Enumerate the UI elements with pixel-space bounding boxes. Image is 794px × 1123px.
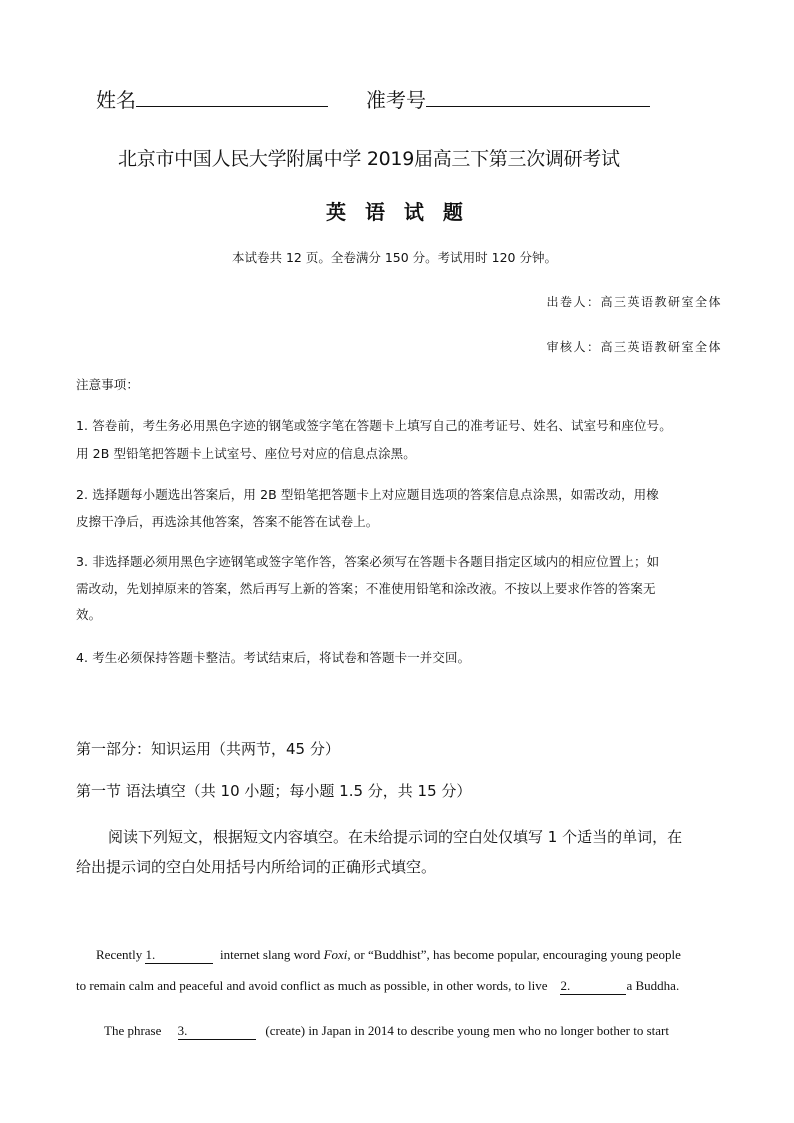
note-2-line-2: 皮擦干净后，再选涂其他答案，答案不能答在试卷上。 (76, 514, 379, 529)
name-label: 姓名 (96, 88, 136, 112)
name-field[interactable] (96, 84, 328, 113)
passage-text: The phrase (104, 1023, 162, 1038)
part1-heading: 第一部分：知识运用（共两节，45 分） (76, 740, 340, 758)
note-3-line-2: 需改动，先划掉原来的答案，然后再写上新的答案；不准使用铅笔和涂改液。不按以上要求作答的答案无 (76, 581, 656, 596)
passage-text: , or “Buddhist”, has become popular, encouraging young people (347, 947, 681, 962)
exam-info: 本试卷共 12 页。全卷满分 150 分。考试用时 120 分钟。 (232, 250, 557, 265)
passage-line-3 (104, 1023, 669, 1040)
passage-line-2 (76, 978, 679, 995)
instruction-line-1: 阅读下列短文，根据短文内容填空。在未给提示词的空白处仅填写 1 个适当的单词，在 (108, 828, 683, 846)
passage-line-1 (96, 947, 681, 964)
note-1-line-2: 用 2B 型铅笔把答题卡上试室号、座位号对应的信息点涂黑。 (76, 446, 416, 461)
section1-heading: 第一节 语法填空（共 10 小题；每小题 1.5 分，共 15 分） (76, 782, 472, 800)
note-2-line-1: 2. 选择题每小题选出答案后，用 2B 型铅笔把答题卡上对应题目选项的答案信息点涂黑，如需改动，用橡 (76, 487, 659, 502)
answer-blank-2[interactable]: 2. (560, 978, 626, 995)
reviewer-line: 审核人：高三英语教研室全体 (546, 340, 722, 354)
passage-term-foxi: Foxi (323, 947, 348, 962)
name-blank[interactable] (136, 86, 328, 107)
note-1-line-1: 1. 答卷前，考生务必用黑色字迹的钢笔或签字笔在答题卡上填写自己的准考证号、姓名、试室号和座位号。 (76, 418, 672, 433)
answer-blank-1[interactable]: 1. (145, 947, 213, 964)
passage-text: Recently (96, 947, 143, 962)
note-4-line-1: 4. 考生必须保持答题卡整洁。考试结束后，将试卷和答题卡一并交回。 (76, 650, 471, 665)
school-title: 北京市中国人民大学附属中学 2019届高三下第三次调研考试 (118, 148, 620, 170)
passage-text: to remain calm and peaceful and avoid conflict as much as possible, in other words, to live (76, 978, 548, 993)
note-3-line-1: 3. 非选择题必须用黑色字迹钢笔或签字笔作答，答案必须写在答题卡各题目指定区域内的相应位置上；如 (76, 554, 660, 569)
note-3-line-3: 效。 (76, 607, 102, 622)
setter-line: 出卷人：高三英语教研室全体 (546, 295, 722, 309)
passage-text: (create) in Japan in 2014 to describe young men who no longer bother to start (265, 1023, 669, 1038)
exam-number-label: 准考号 (366, 88, 426, 112)
exam-number-field[interactable] (366, 84, 650, 113)
passage-text: a Buddha. (626, 978, 680, 993)
exam-number-blank[interactable] (426, 86, 650, 107)
instruction-line-2: 给出提示词的空白处用括号内所给词的正确形式填空。 (76, 858, 437, 876)
subject-title: 英 语 试 题 (326, 200, 469, 224)
answer-blank-3[interactable]: 3. (178, 1023, 256, 1040)
notes-heading: 注意事项： (76, 377, 140, 392)
passage-text: internet slang word (219, 947, 321, 962)
